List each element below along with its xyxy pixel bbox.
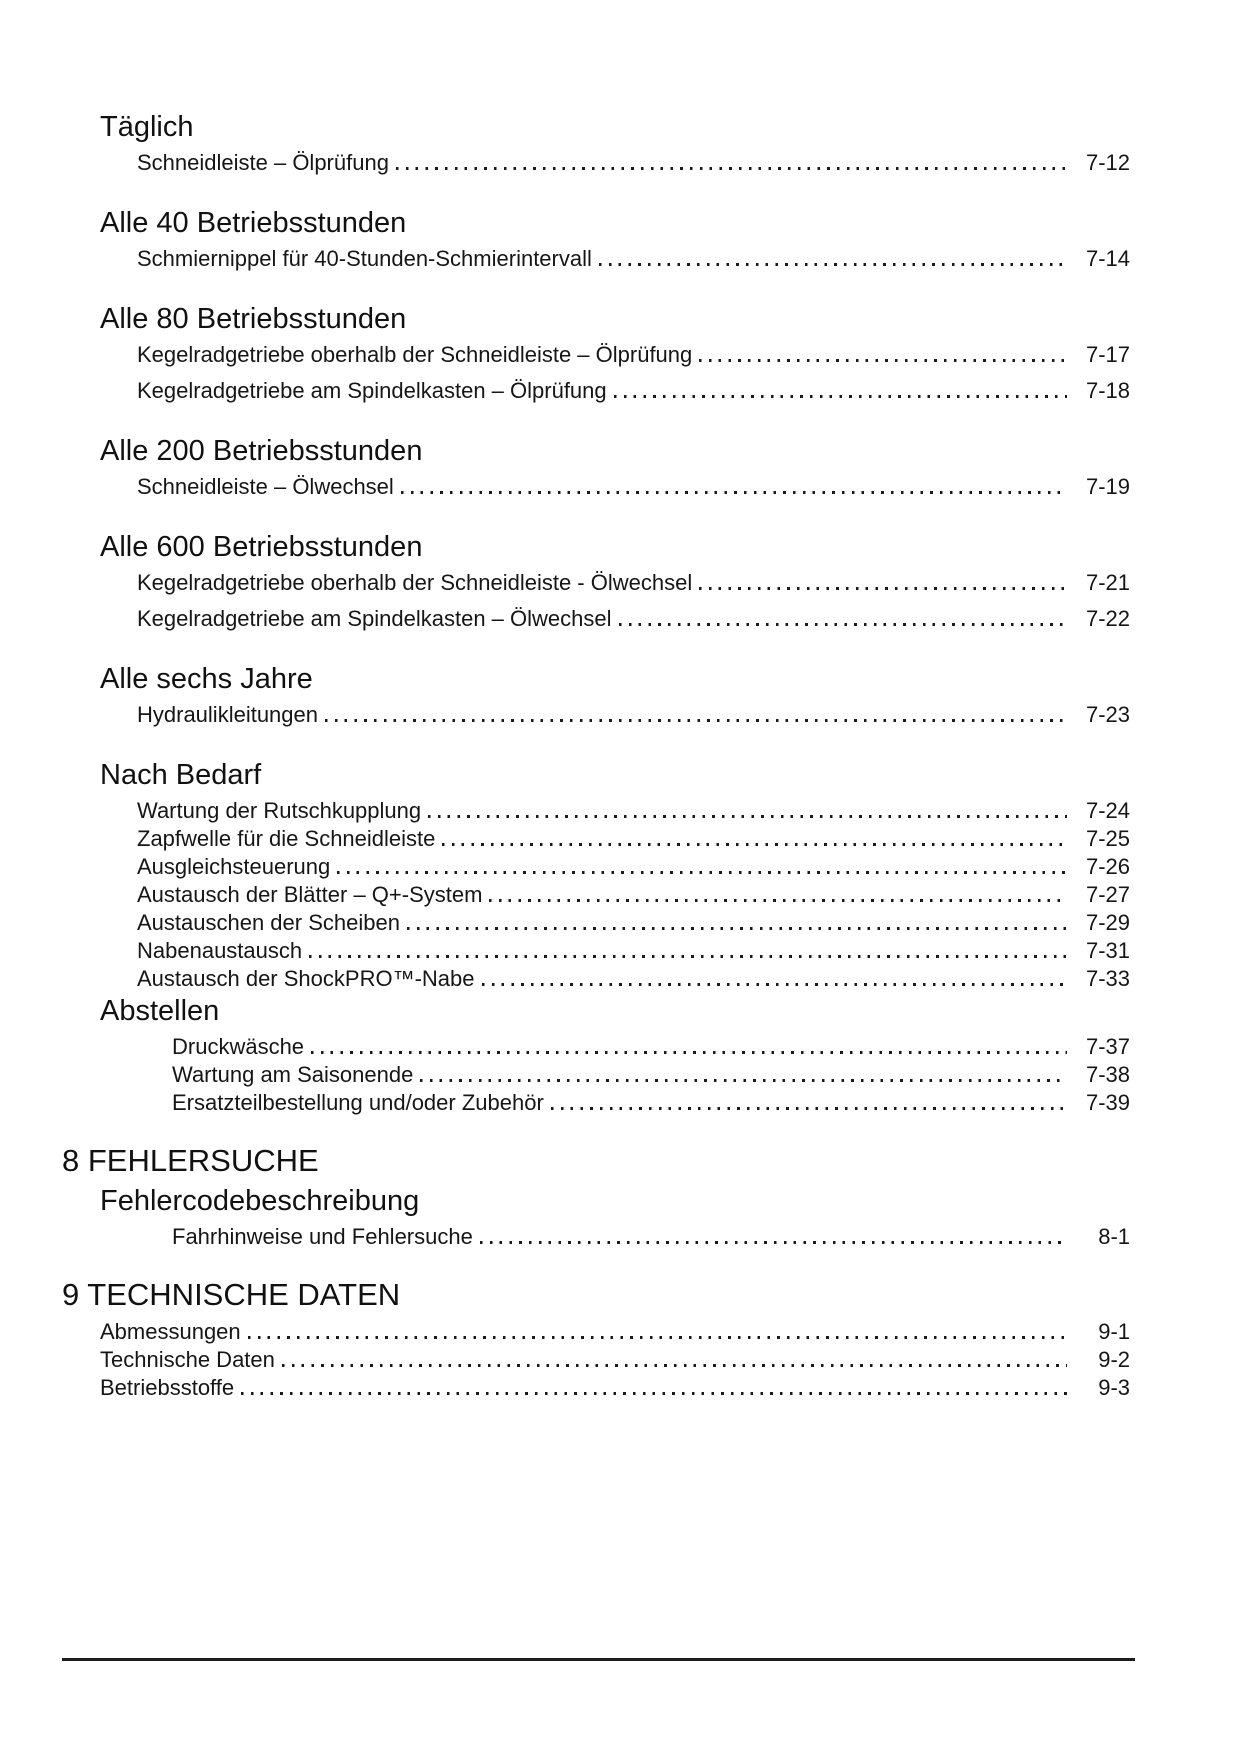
toc-entry-list <box>62 245 1130 272</box>
dot-leader <box>401 491 1067 494</box>
toc-entry-page-number: 7-17 <box>1085 342 1130 367</box>
toc-entry-page-number: 7-29 <box>1085 910 1130 935</box>
toc-entry-page-number: 7-14 <box>1085 246 1130 271</box>
toc-entry-list <box>62 797 1130 992</box>
dot-leader <box>282 1364 1067 1367</box>
toc-entry-label: Wartung der Rutschkupplung <box>137 798 422 823</box>
toc-entry <box>172 1223 1130 1250</box>
toc-entry-page-number: 9-3 <box>1098 1375 1130 1400</box>
toc-entry <box>172 1033 1130 1060</box>
dot-leader <box>489 899 1067 902</box>
toc-entry <box>137 149 1130 176</box>
toc-entry-label: Ersatzteilbestellung und/oder Zubehör <box>172 1090 544 1115</box>
section-heading: Alle 40 Betriebsstunden <box>100 207 407 239</box>
toc-entry-page-number: 7-26 <box>1085 854 1130 879</box>
toc-entry-label: Kegelradgetriebe oberhalb der Schneidleiste - Ölwechsel <box>137 570 693 595</box>
toc-section-0 <box>62 110 1130 176</box>
toc-entry-label: Schneidleiste – Ölwechsel <box>137 474 394 499</box>
toc-entry <box>137 881 1130 908</box>
toc-entry-label: Austausch der Blätter – Q+-System <box>137 882 483 907</box>
toc-entry-label: Hydraulikleitungen <box>137 702 318 727</box>
toc-entry-page-number: 7-18 <box>1085 378 1130 403</box>
toc-entry-label: Nabenaustausch <box>137 938 303 963</box>
toc-section-1 <box>62 206 1130 272</box>
toc-entry-list <box>62 473 1130 500</box>
toc-entry <box>137 341 1130 368</box>
toc-entry-page-number: 9-1 <box>1098 1319 1130 1344</box>
toc-entry-page-number: 7-21 <box>1085 570 1130 595</box>
dot-leader <box>241 1392 1067 1395</box>
dot-leader <box>325 719 1067 722</box>
toc-section-7 <box>62 994 1130 1116</box>
dot-leader <box>311 1051 1067 1054</box>
toc-entry-label: Austausch der ShockPRO™-Nabe <box>137 966 475 991</box>
toc-entry-list <box>62 569 1130 632</box>
toc-entry-page-number: 9-2 <box>1098 1347 1130 1372</box>
section-heading: Alle 80 Betriebsstunden <box>100 303 407 335</box>
toc-entry <box>172 1061 1130 1088</box>
toc-entry <box>137 965 1130 992</box>
toc-entry-page-number: 7-19 <box>1085 474 1130 499</box>
toc-entry-page-number: 7-12 <box>1085 150 1130 175</box>
toc-entry-page-number: 7-39 <box>1085 1090 1130 1115</box>
toc-entry-page-number: 7-27 <box>1085 882 1130 907</box>
section-heading: Täglich <box>100 111 194 143</box>
dot-leader <box>614 395 1067 398</box>
dot-leader <box>442 843 1067 846</box>
toc-entry-label: Kegelradgetriebe am Spindelkasten – Ölwechsel <box>137 606 612 631</box>
dot-leader <box>482 983 1068 986</box>
toc-entry <box>137 245 1130 272</box>
toc-entry-page-number: 7-33 <box>1085 966 1130 991</box>
toc-chapter-8 <box>62 1142 1130 1180</box>
toc-section-4 <box>62 530 1130 632</box>
dot-leader <box>699 587 1067 590</box>
dot-leader <box>699 359 1067 362</box>
dot-leader <box>396 167 1067 170</box>
toc-entry-label: Austauschen der Scheiben <box>137 910 400 935</box>
toc-entry <box>137 473 1130 500</box>
toc-entry <box>137 909 1130 936</box>
toc-entry <box>137 797 1130 824</box>
toc-section-9 <box>62 1184 1130 1250</box>
toc-entry-label: Schmiernippel für 40-Stunden-Schmierintervall <box>137 246 592 271</box>
toc-entry <box>100 1374 1130 1401</box>
dot-leader <box>428 815 1067 818</box>
toc-entry-page-number: 8-1 <box>1098 1224 1130 1249</box>
toc-chapter-10 <box>62 1276 1130 1401</box>
section-heading: Nach Bedarf <box>100 759 262 791</box>
toc-entry <box>100 1318 1130 1345</box>
section-heading: Alle 200 Betriebsstunden <box>100 435 423 467</box>
toc-entry-label: Ausgleichsteuerung <box>137 854 331 879</box>
toc-section-6 <box>62 758 1130 992</box>
section-heading: Alle sechs Jahre <box>100 663 313 695</box>
toc-entry-label: Technische Daten <box>100 1347 275 1372</box>
toc-entry <box>172 1089 1130 1116</box>
toc-entry <box>137 825 1130 852</box>
toc-entry-label: Betriebsstoffe <box>100 1375 235 1400</box>
toc-entry-page-number: 7-31 <box>1085 938 1130 963</box>
dot-leader <box>480 1241 1067 1244</box>
toc-entry-label: Abmessungen <box>100 1319 241 1344</box>
toc-entry <box>137 605 1130 632</box>
toc-entry-list <box>62 341 1130 404</box>
toc-entry-label: Fahrhinweise und Fehlersuche <box>172 1224 473 1249</box>
toc-entry-page-number: 7-24 <box>1085 798 1130 823</box>
section-heading: Fehlercodebeschreibung <box>100 1185 420 1217</box>
toc-entry-label: Schneidleiste – Ölprüfung <box>137 150 389 175</box>
toc-section-5 <box>62 662 1130 728</box>
toc-entry-label: Kegelradgetriebe am Spindelkasten – Ölprüfung <box>137 378 607 403</box>
toc-entry <box>137 377 1130 404</box>
toc-entry <box>100 1346 1130 1373</box>
chapter-heading: 8 FEHLERSUCHE <box>62 1143 319 1178</box>
page-bottom-rule <box>62 1658 1135 1661</box>
section-heading: Alle 600 Betriebsstunden <box>100 531 423 563</box>
toc-entry-list <box>62 1318 1130 1401</box>
toc-entry <box>137 569 1130 596</box>
toc-entry-page-number: 7-38 <box>1085 1062 1130 1087</box>
toc-entry <box>137 853 1130 880</box>
toc-entry-label: Wartung am Saisonende <box>172 1062 414 1087</box>
toc-entry-list <box>62 1033 1130 1116</box>
toc-entry <box>137 701 1130 728</box>
dot-leader <box>599 263 1067 266</box>
toc-entry-label: Kegelradgetriebe oberhalb der Schneidleiste – Ölprüfung <box>137 342 693 367</box>
chapter-heading: 9 TECHNISCHE DATEN <box>62 1277 401 1312</box>
toc-entry-label: Zapfwelle für die Schneidleiste <box>137 826 436 851</box>
toc-section-2 <box>62 302 1130 404</box>
toc-entry-page-number: 7-37 <box>1085 1034 1130 1059</box>
toc-entry <box>137 937 1130 964</box>
dot-leader <box>248 1336 1067 1339</box>
toc-entry-page-number: 7-23 <box>1085 702 1130 727</box>
toc-entry-list <box>62 701 1130 728</box>
dot-leader <box>551 1107 1067 1110</box>
dot-leader <box>309 955 1067 958</box>
toc-entry-label: Druckwäsche <box>172 1034 305 1059</box>
toc-entry-list <box>62 149 1130 176</box>
toc-entry-page-number: 7-25 <box>1085 826 1130 851</box>
dot-leader <box>407 927 1067 930</box>
dot-leader <box>337 871 1067 874</box>
section-heading: Abstellen <box>100 995 220 1027</box>
toc-entry-page-number: 7-22 <box>1085 606 1130 631</box>
dot-leader <box>420 1079 1067 1082</box>
dot-leader <box>619 623 1067 626</box>
toc-entry-list <box>62 1223 1130 1250</box>
toc-section-3 <box>62 434 1130 500</box>
